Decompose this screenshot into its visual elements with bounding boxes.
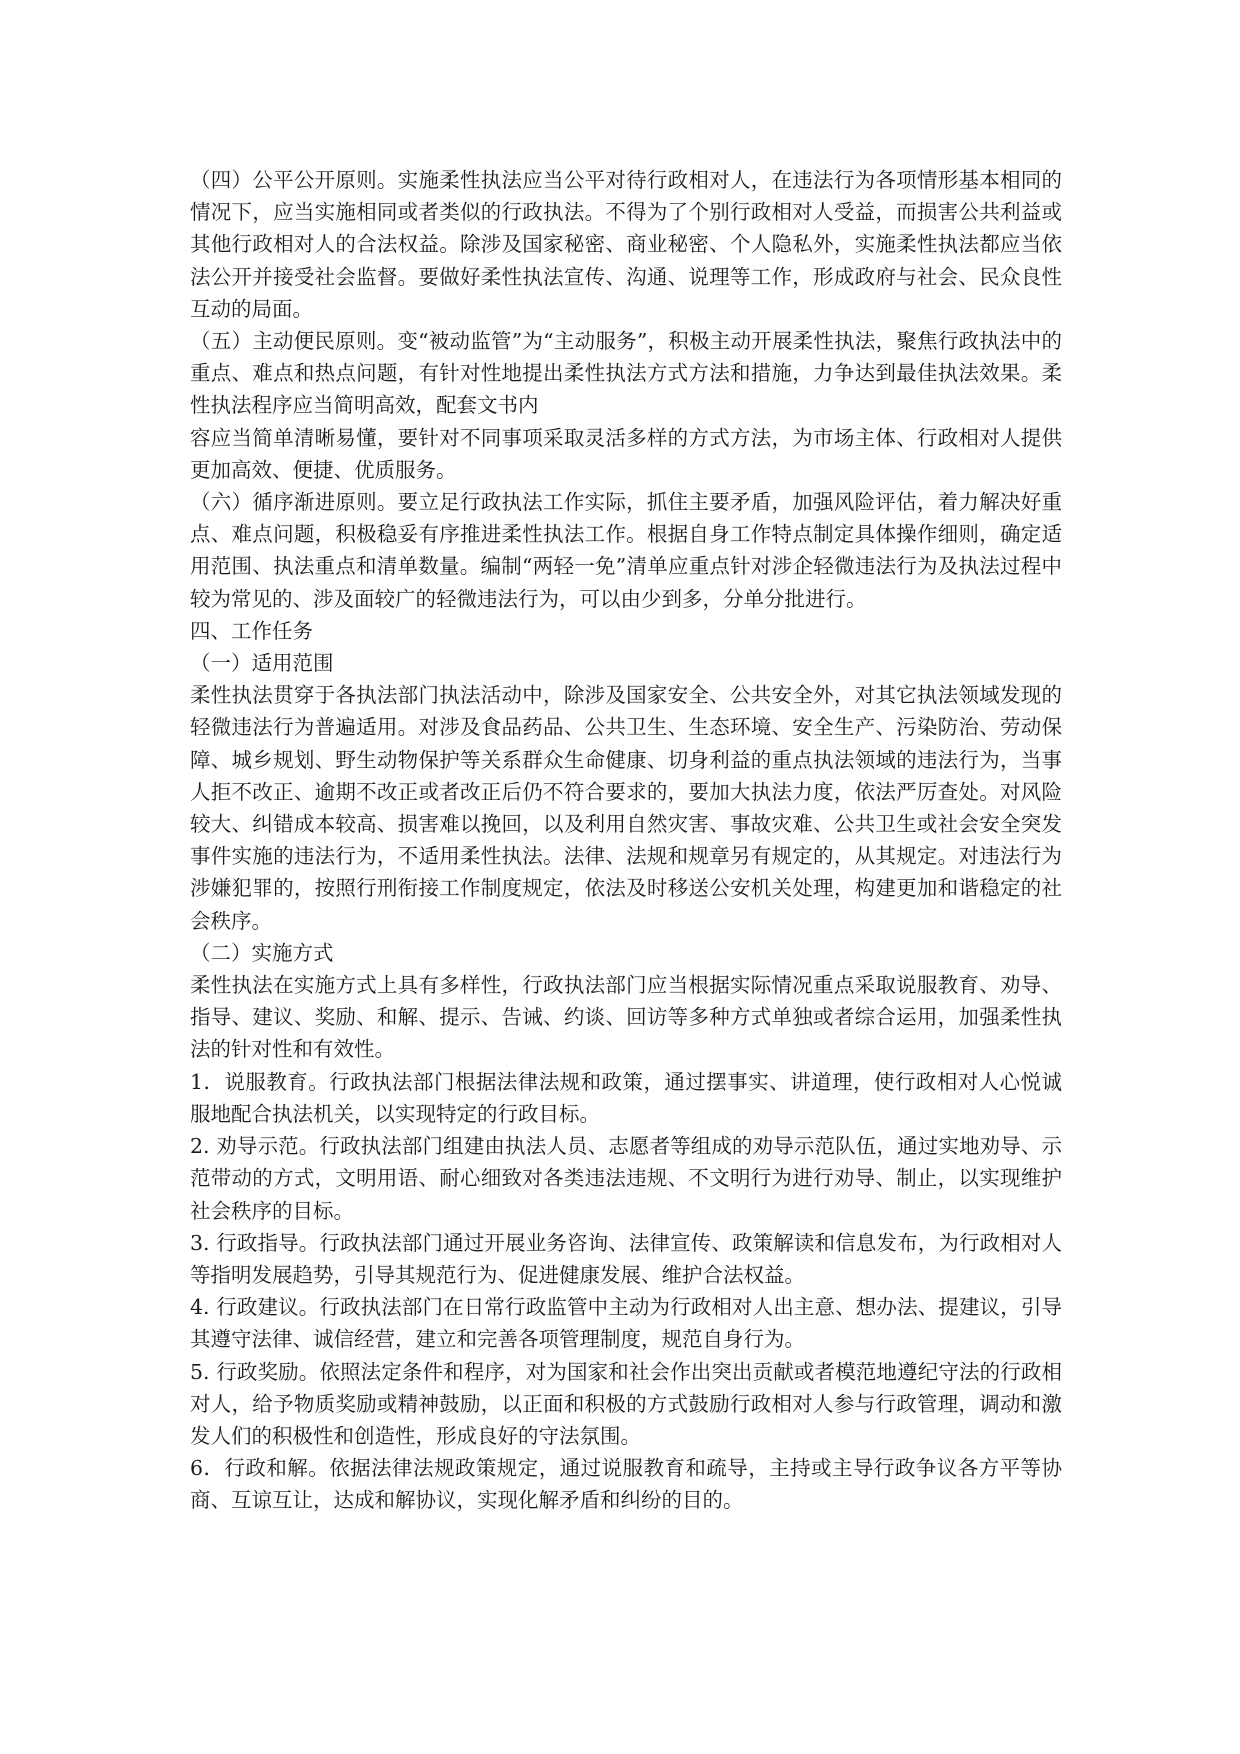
list-item-administrative-settlement: 6．行政和解。依据法律法规政策规定，通过说服教育和疏导，主持或主导行政争议各方平等协商、互谅互让，达成和解协议，实现化解矛盾和纠纷的目的。 xyxy=(190,1456,1062,1513)
subheading-methods: （二）实施方式 xyxy=(190,940,334,965)
paragraph-principle-4: （四）公平公开原则。实施柔性执法应当公平对待行政相对人，在违法行为各项情形基本相同的情况下，应当实施相同或者类似的行政执法。不得为了个别行政相对人受益，而损害公共利益或其他行政相对人的合法权益。除涉及国家秘密、商业秘密、个人隐私外，实施柔性执法都应当依法公开并接受社会监督。要做好柔性执法宣传、沟通、说理等工作，形成政府与社会、民众良性互动的局面。 xyxy=(190,168,1062,321)
subheading-scope: （一）适用范围 xyxy=(190,651,334,676)
list-item-administrative-guidance: 3. 行政指导。行政执法部门通过开展业务咨询、法律宣传、政策解读和信息发布，为行政相对人等指明发展趋势，引导其规范行为、促进健康发展、维护合法权益。 xyxy=(190,1230,1062,1287)
document-body xyxy=(190,164,1062,1517)
paragraph-principle-5: （五）主动便民原则。变“被动监管”为“主动服务”，积极主动开展柔性执法，聚焦行政执法中的重点、难点和热点问题，有针对性地提出柔性执法方式方法和措施，力争达到最佳执法效果。柔性执法程序应当简明高效，配套文书内 xyxy=(190,329,1062,418)
list-item-administrative-suggestion: 4. 行政建议。行政执法部门在日常行政监管中主动为行政相对人出主意、想办法、提建议，引导其遵守法律、诚信经营，建立和完善各项管理制度，规范自身行为。 xyxy=(190,1295,1062,1352)
section-heading-work-tasks: 四、工作任务 xyxy=(190,618,313,643)
paragraph-methods-intro: 柔性执法在实施方式上具有多样性，行政执法部门应当根据实际情况重点采取说服教育、劝导、指导、建议、奖励、和解、提示、告诫、约谈、回访等多种方式单独或者综合运用，加强柔性执法的针对性和有效性。 xyxy=(190,973,1062,1062)
paragraph-principle-5-continued: 容应当简单清晰易懂，要针对不同事项采取灵活多样的方式方法，为市场主体、行政相对人提供更加高效、便捷、优质服务。 xyxy=(190,425,1062,482)
paragraph-principle-6: （六）循序渐进原则。要立足行政执法工作实际，抓住主要矛盾，加强风险评估，着力解决好重点、难点问题，积极稳妥有序推进柔性执法工作。根据自身工作特点制定具体操作细则，确定适用范围、执法重点和清单数量。编制“两轻一免”清单应重点针对涉企轻微违法行为及执法过程中较为常见的、涉及面较广的轻微违法行为，可以由少到多，分单分批进行。 xyxy=(190,490,1062,611)
list-item-administrative-reward: 5. 行政奖励。依照法定条件和程序，对为国家和社会作出突出贡献或者模范地遵纪守法的行政相对人，给予物质奖励或精神鼓励，以正面和积极的方式鼓励行政相对人参与行政管理，调动和激发人们的积极性和创造性，形成良好的守法氛围。 xyxy=(190,1359,1062,1448)
list-item-guidance-demonstration: 2. 劝导示范。行政执法部门组建由执法人员、志愿者等组成的劝导示范队伍，通过实地劝导、示范带动的方式，文明用语、耐心细致对各类违法违规、不文明行为进行劝导、制止，以实现维护社会秩序的目标。 xyxy=(190,1134,1062,1223)
list-item-persuasion: 1．说服教育。行政执法部门根据法律法规和政策，通过摆事实、讲道理，使行政相对人心悦诚服地配合执法机关，以实现特定的行政目标。 xyxy=(190,1069,1062,1126)
paragraph-scope: 柔性执法贯穿于各执法部门执法活动中，除涉及国家安全、公共安全外，对其它执法领域发现的轻微违法行为普遍适用。对涉及食品药品、公共卫生、生态环境、安全生产、污染防治、劳动保障、城乡规划、野生动物保护等关系群众生命健康、切身利益的重点执法领域的违法行为，当事人拒不改正、逾期不改正或者改正后仍不符合要求的，要加大执法力度，依法严厉查处。对风险较大、纠错成本较高、损害难以挽回，以及利用自然灾害、事故灾难、公共卫生或社会安全突发事件实施的违法行为，不适用柔性执法。法律、法规和规章另有规定的，从其规定。对违法行为涉嫌犯罪的，按照行刑衔接工作制度规定，依法及时移送公安机关处理，构建更加和谐稳定的社会秩序。 xyxy=(190,683,1062,933)
